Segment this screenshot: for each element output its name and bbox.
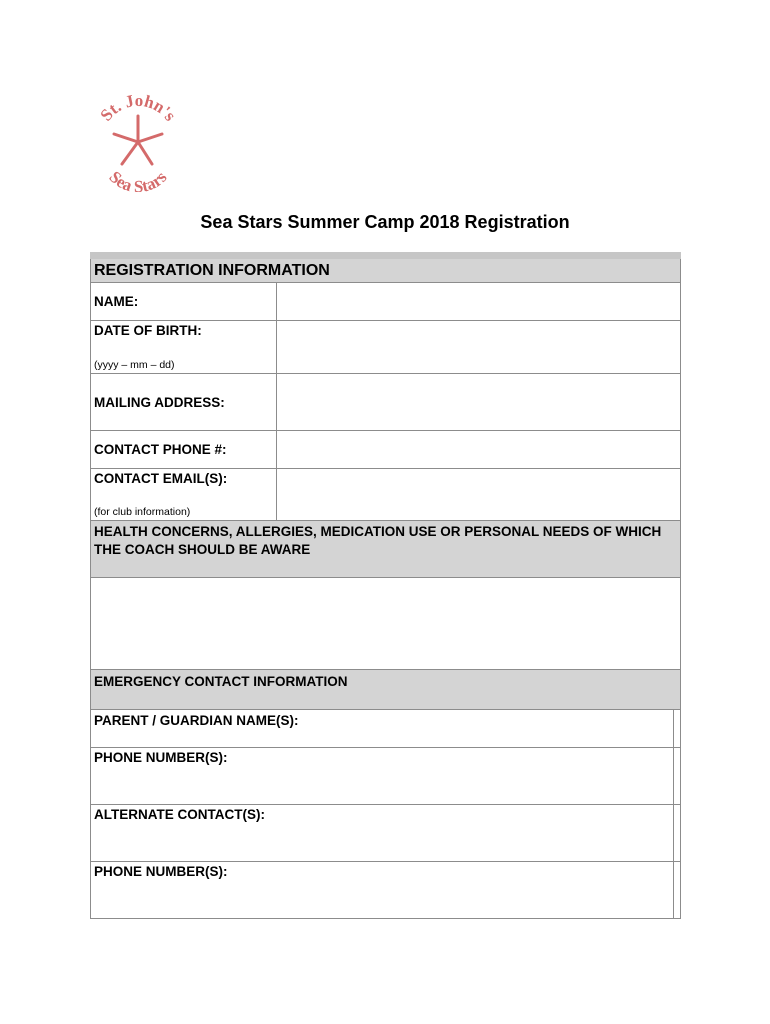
phone2-label: PHONE NUMBER(S): — [94, 864, 228, 879]
email-field[interactable] — [277, 469, 680, 520]
dob-hint: (yyyy – mm – dd) — [94, 359, 175, 371]
guardian-row[interactable] — [90, 710, 681, 748]
top-bar — [90, 252, 681, 259]
phone-row — [90, 431, 681, 469]
name-row — [90, 283, 681, 321]
phone-field[interactable] — [277, 431, 680, 468]
dob-label-cell — [91, 321, 277, 373]
email-label: CONTACT EMAIL(S): — [94, 471, 228, 486]
address-field[interactable] — [277, 374, 680, 430]
email-hint: (for club information) — [94, 506, 191, 518]
phone2-row[interactable] — [90, 862, 681, 919]
svg-text:Sea Stars — [105, 167, 170, 192]
address-row — [90, 374, 681, 431]
name-label: NAME: — [91, 283, 277, 320]
emergency-heading: EMERGENCY CONTACT INFORMATION — [90, 670, 681, 710]
logo-bottom-text: Sea Stars — [105, 167, 171, 192]
registration-form — [90, 252, 681, 919]
alternate-row[interactable] — [90, 805, 681, 862]
dob-row — [90, 321, 681, 374]
page-title: Sea Stars Summer Camp 2018 Registration — [200, 212, 570, 232]
health-heading: HEALTH CONCERNS, ALLERGIES, MEDICATION USE OR PERSONAL NEEDS OF WHICH THE COACH SHOULD BE AWARE — [90, 521, 681, 578]
registration-heading: REGISTRATION INFORMATION — [90, 259, 681, 283]
dob-label: DATE OF BIRTH: — [94, 323, 202, 338]
alternate-label: ALTERNATE CONTACT(S): — [94, 807, 265, 822]
sea-stars-logo — [88, 92, 188, 192]
logo-top-text: St. John's — [96, 92, 180, 125]
starfish-icon — [114, 116, 162, 164]
health-notes-field[interactable] — [90, 578, 681, 670]
email-label-cell — [91, 469, 277, 520]
dob-field[interactable] — [277, 321, 680, 373]
address-label: MAILING ADDRESS: — [91, 374, 277, 430]
name-field[interactable] — [277, 283, 680, 320]
phone1-row[interactable] — [90, 748, 681, 805]
phone-label: CONTACT PHONE #: — [91, 431, 277, 468]
email-row — [90, 469, 681, 521]
phone1-label: PHONE NUMBER(S): — [94, 750, 228, 765]
guardian-label: PARENT / GUARDIAN NAME(S): — [94, 713, 299, 728]
